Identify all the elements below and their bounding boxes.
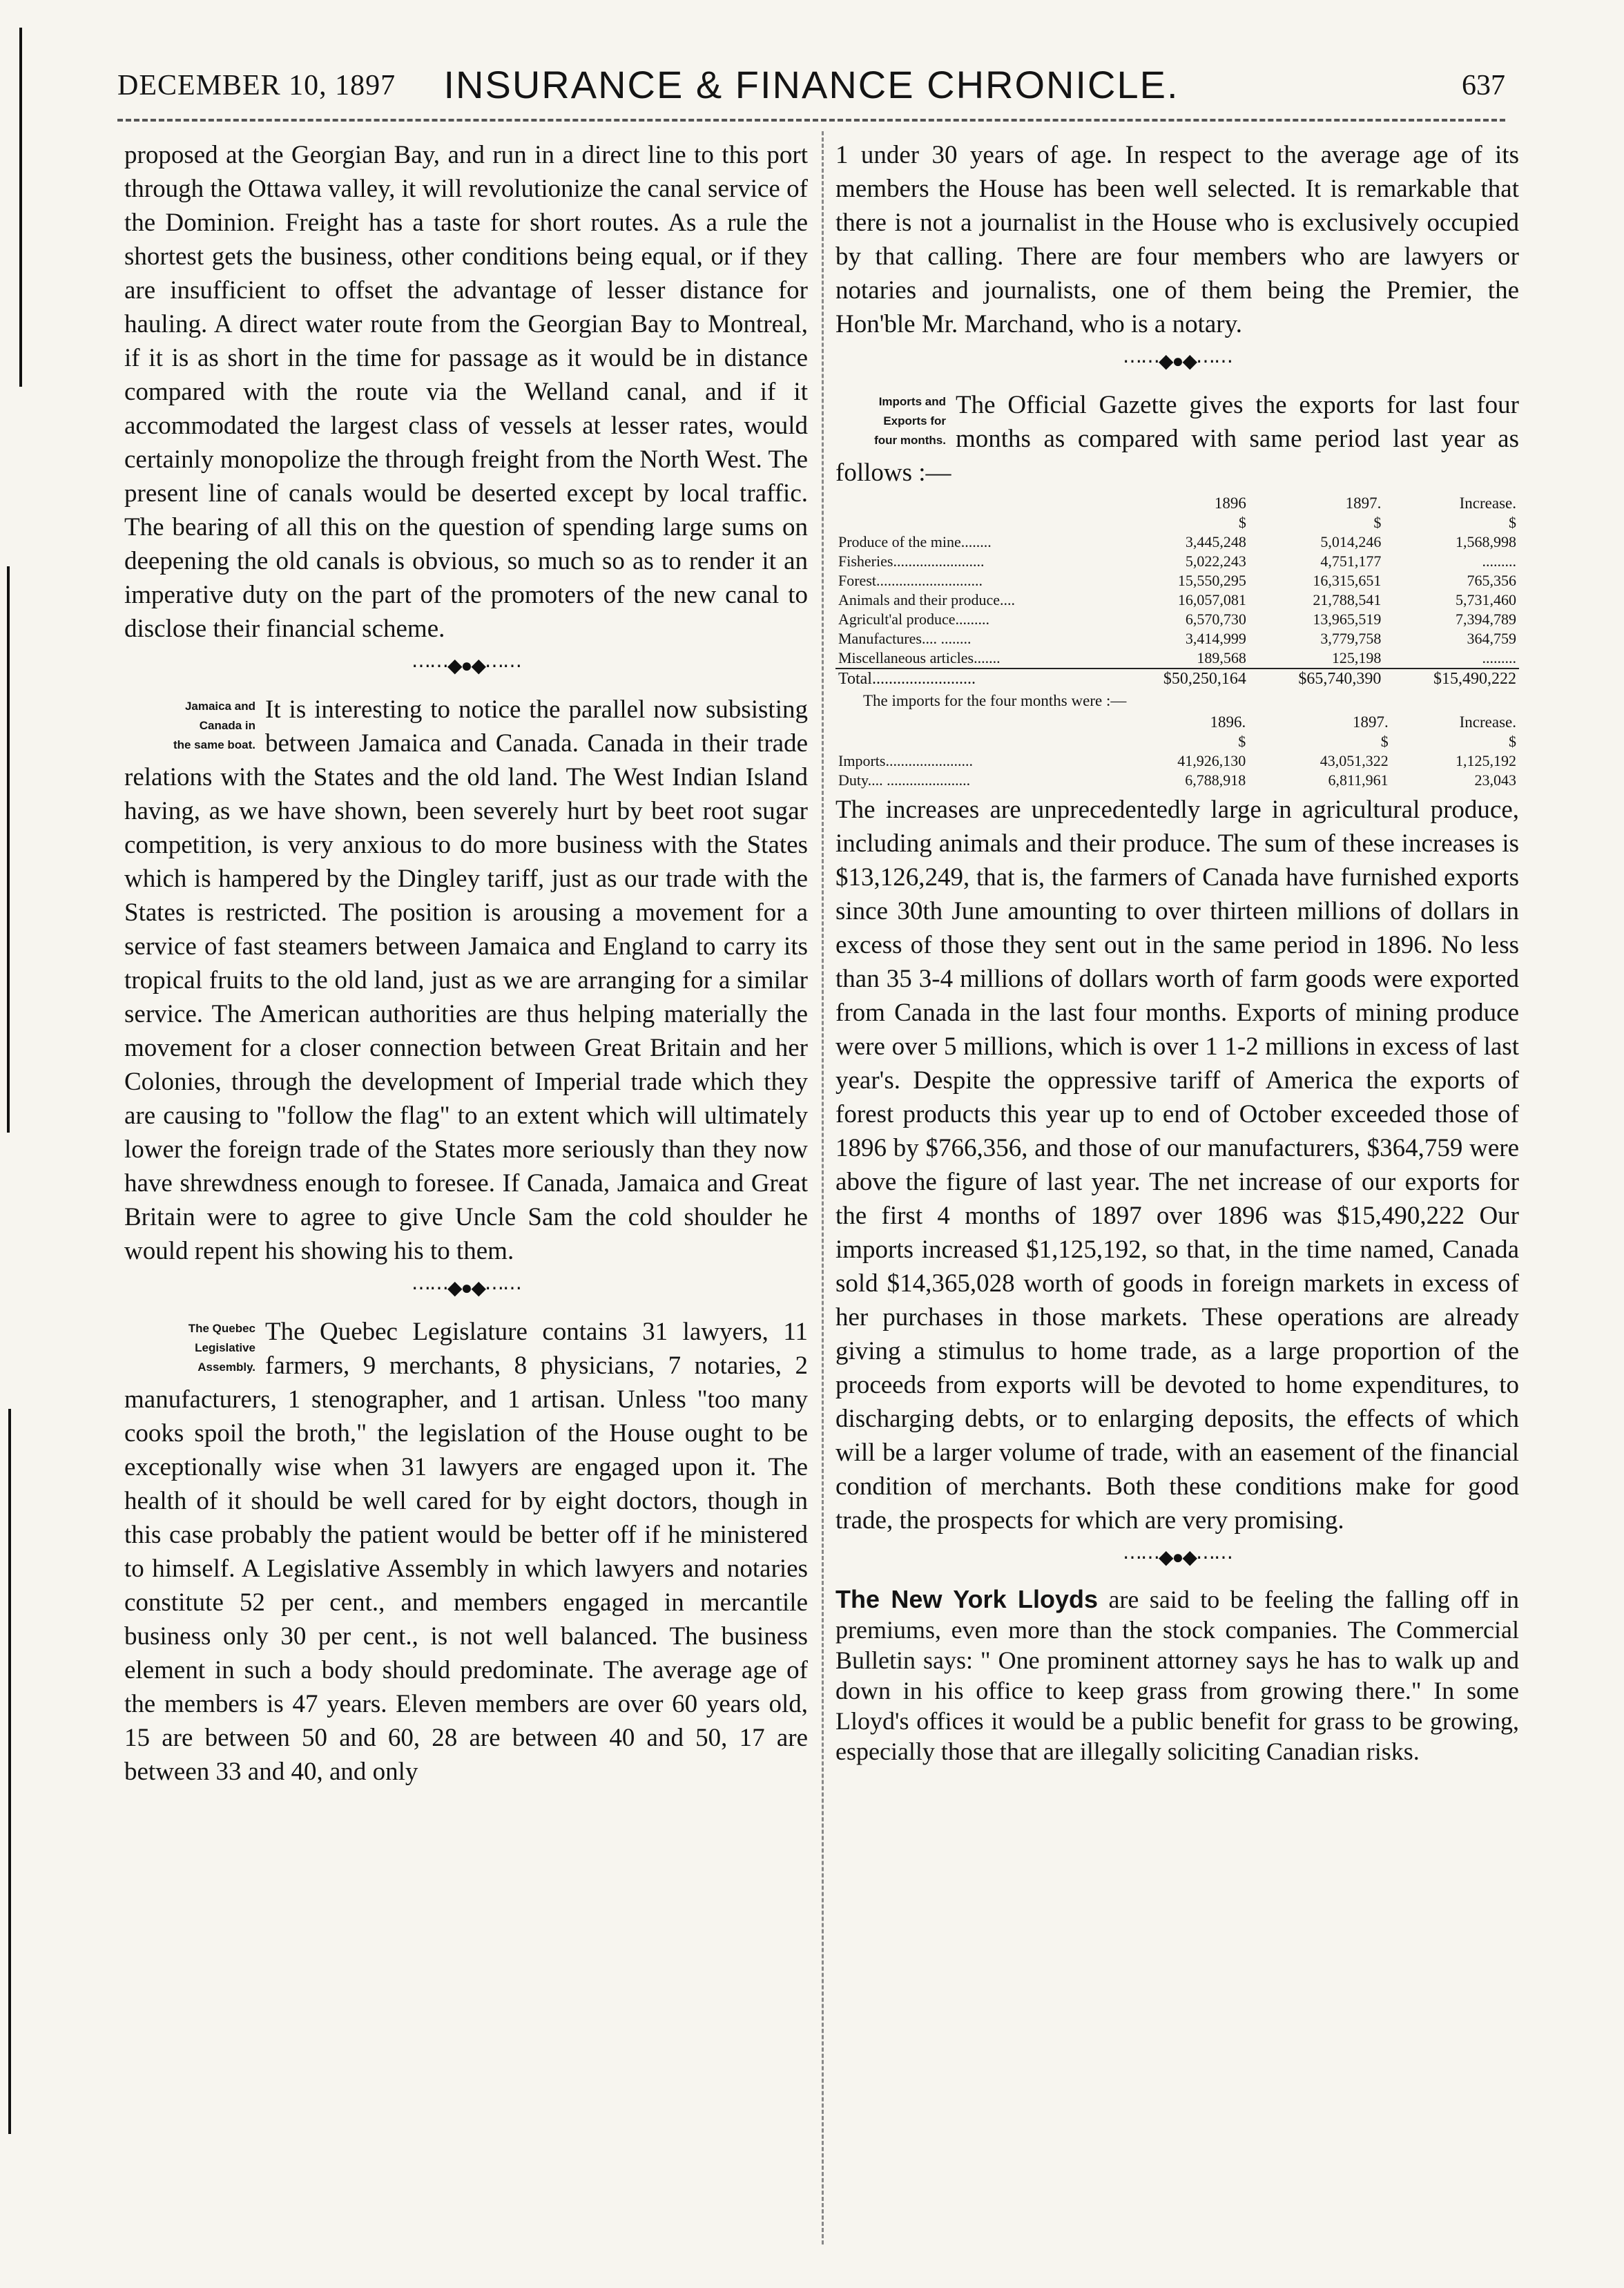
sidenote-line: Jamaica and: [184, 700, 255, 713]
table-header-cell: [835, 494, 1114, 513]
sidenote-imports: [835, 392, 946, 450]
ornament-divider: ⋯⋯◆●◆⋯⋯: [412, 1278, 521, 1299]
sidenote-line: Legislative: [195, 1341, 255, 1354]
table-cell: .........: [1482, 552, 1516, 570]
ny-lloyds-lead: The New York Lloyds: [835, 1585, 1099, 1613]
table-cell: 5,014,246: [1320, 533, 1382, 550]
table-cell: Duty.... ......................: [838, 771, 971, 789]
table-cell: 13,965,519: [1313, 611, 1382, 628]
canal-paragraph: proposed at the Georgian Bay, and run in a direct line to this port through the Ottawa valley, it will revolutionize the canal service of the Dominion. Freight has a taste for short routes. As a rule the shortest gets the business, other conditions being equal, or if they are insufficient to offset the advantage of lesser distance for hauling. A direct water route from the Georgian Bay to Montreal, if it is as short in the time for passage as it would be in distance compared with the route via the Welland canal, and if it accommodated the largest class of vessels at lesser rates, would certainly monopolize the through freight from the North West. The present line of canals would be deserted except by local traffic. The bearing of all this on the question of spending large sums on deepening the old canals is obvious, so much so as to render it an imperative duty on the part of the promoters of the new canal to disclose their financial scheme.: [124, 141, 808, 643]
table-cell: $50,250,164: [1114, 669, 1249, 689]
table-cell: 6,811,961: [1328, 771, 1389, 789]
table-cell: Fisheries........................: [838, 552, 985, 570]
left-column: [124, 138, 808, 1793]
sidenote-line: The Quebec: [188, 1322, 255, 1335]
table-cell: .........: [1384, 648, 1519, 669]
table-cell: 4,751,177: [1320, 552, 1382, 570]
table-header-cell: [835, 713, 1106, 732]
page-header: [117, 62, 1505, 117]
table-cell: Total.........................: [835, 669, 1114, 689]
table-cell: Forest............................: [838, 572, 983, 589]
table-cell: Manufactures.... ........: [838, 630, 972, 647]
table-cell: 765,356: [1467, 572, 1516, 589]
table-row: [835, 532, 1519, 552]
increases-paragraph: The increases are unprecedentedly large in agricultural produce, including animals and their produce. The sum of these increases is $13,126,249, that is, the farmers of Canada have furnished exports since 30th June amounting to over thirteen millions of dollars in excess of those they sent out in the same period in 1896. No less than 35 3-4 millions of dollars worth of farm goods were exported from Canada in the last four months. Exports of mining produce were over 5 millions, which is over 1 1-2 millions in excess of last year's. Despite the oppressive tariff of America the exports of forest products this year up to end of October exceeded those of 1896 by $766,356, and those of our manufacturers, $364,759 were above the figure of last year. The net increase of our exports for the first 4 months of 1897 over 1896 was $15,490,222 Our imports increased $1,125,192, so that, in the time named, Canada sold $14,365,028 worth of goods in foreign markets in excess of her purchases in those markets. These operations are already giving a stimulus to home trade, as a large proportion of the proceeds from exports will be devoted to home expenditures, to discharging debts, or to enlarging deposits, the effects of which will be a larger volume of trade, with an easement of the financial condition of merchants. Both these conditions make for good trade, the prospects for which are very promising.: [835, 796, 1519, 1535]
table-cell: 1,568,998: [1456, 533, 1516, 550]
table-cell: Miscellaneous articles.......: [838, 649, 1000, 666]
table-cell: 6,788,918: [1185, 771, 1246, 789]
imports-note: The imports for the four months were :—: [863, 692, 1127, 709]
table-cell: Animals and their produce....: [838, 591, 1015, 608]
sidenote-line: four months.: [874, 434, 946, 447]
table-cell: 23,043: [1474, 771, 1516, 789]
table-row: [835, 610, 1519, 629]
table-cell: 5,731,460: [1456, 591, 1516, 608]
table-header-cell: 1897.: [1352, 713, 1389, 731]
table-row: [835, 571, 1519, 590]
jamaica-paragraph: It is interesting to notice the parallel now subsisting between Jamaica and Canada. Canada in their trade relations with the States and the old land. The West Indian Island having, as we have shown, been severely hurt by beet root sugar competition, is very anxious to do more business with the States which is hampered by the Dingley tariff, just as our trade with the States is restricted. The position is arousing a movement for a service of fast steamers between Jamaica and England to carry its tropical fruits to the old land, just as we are arranging for a similar service. The American authorities are thus helping materially the movement for a closer connection between Great Britain and her Colonies, through the development of Imperial trade which they are causing to "follow the flag" to an extent which will ultimately lower the foreign trade of the States more seriously than they now have shrewdness enough to foresee. If Canada, Jamaica and Great Britain were to agree to give Uncle Sam the cold shoulder he would repent his showing his to them.: [124, 695, 808, 1265]
table-cell: 3,445,248: [1185, 533, 1246, 550]
sidenote-line: Canada in: [199, 719, 255, 732]
table-header-row: [835, 713, 1519, 732]
page-number: 637: [1462, 70, 1505, 102]
binding-edge-mark: [8, 1409, 11, 2134]
sidenote-line: Imports and: [878, 395, 946, 408]
table-cell: $: [1509, 733, 1516, 750]
table-header-cell: Increase.: [1459, 713, 1516, 731]
ny-lloyds-text: are said to be feeling the falling off in premiums, even more than the stock companies. The Commercial Bulletin says: " One prominent attorney says he has to walk up and down in his office to keep grass from growing there." In some Lloyd's offices it would be a public benefit for grass to be growing, especially those that are illegally soliciting Canadian risks.: [835, 1586, 1519, 1765]
table-cell: 21,788,541: [1313, 591, 1382, 608]
column-separator: [822, 131, 824, 2244]
ny-lloyds-section: [835, 1584, 1519, 1767]
table-row: [835, 771, 1519, 790]
table-row: [835, 552, 1519, 571]
table-total-row: [835, 669, 1519, 689]
table-cell: $: [1509, 514, 1516, 531]
table-unit-row: [835, 732, 1519, 751]
table-row: [835, 590, 1519, 610]
table-cell: 5,022,243: [1185, 552, 1246, 570]
sidenote-quebec: [124, 1319, 255, 1377]
table-cell: $: [1238, 514, 1246, 531]
table-cell: 1,125,192: [1456, 752, 1516, 769]
table-header-cell: 1896.: [1210, 713, 1246, 731]
table-cell: 7,394,789: [1456, 611, 1516, 628]
ornament-divider: ⋯⋯◆●◆⋯⋯: [412, 655, 521, 677]
table-cell: 43,051,322: [1320, 752, 1389, 769]
table-cell: $: [1373, 514, 1382, 531]
table-cell: 6,570,730: [1185, 611, 1246, 628]
gazette-paragraph: The Official Gazette gives the exports for last four months as compared with same period last year as follows :—: [835, 391, 1519, 487]
ny-lloyds-paragraph: [835, 1584, 1519, 1767]
right-column: [835, 138, 1519, 1771]
table-cell: 41,926,130: [1177, 752, 1246, 769]
table-cell: $: [1380, 733, 1389, 750]
table-cell: 16,315,651: [1313, 572, 1382, 589]
table-cell: $: [1238, 733, 1246, 750]
table-cell: 364,759: [1467, 630, 1516, 647]
table-cell: 189,568: [1114, 648, 1249, 669]
header-rule: [117, 119, 1505, 122]
imports-table: [835, 713, 1519, 790]
quebec-paragraph: The Quebec Legislature contains 31 lawyers, 11 farmers, 9 merchants, 8 physicians, 7 notaries, 2 manufacturers, 1 stenographer, and 1 artisan. Unless "too many cooks spoil the broth," the legislation of the House ought to be exceptionally wise when 31 lawyers are engaged upon it. The health of it should be well cared for by eight doctors, though in this case probably the patient would be better off if he ministered to himself. A Legislative Assembly in which lawyers and notaries constitute 52 per cent., and members engaged in mercantile business only 30 per cent., is not well balanced. The business element in such a body should predominate. The average age of the members is 47 years. Eleven members are over 60 years old, 15 are between 50 and 60, 28 are between 40 and 50, 17 are between 33 and 40, and only: [124, 1318, 808, 1786]
table-header-cell: Increase.: [1459, 494, 1516, 512]
table-cell: 16,057,081: [1177, 591, 1246, 608]
table-cell: 3,779,758: [1320, 630, 1382, 647]
table-cell: $65,740,390: [1249, 669, 1384, 689]
table-cell: Agricult'al produce.........: [838, 611, 990, 628]
sidenote-line: Assembly.: [197, 1361, 255, 1374]
exports-table: [835, 494, 1519, 689]
ornament-divider: ⋯⋯◆●◆⋯⋯: [1123, 1547, 1232, 1568]
table-header-row: [835, 494, 1519, 513]
table-cell: 125,198: [1249, 648, 1384, 669]
table-row: [835, 648, 1519, 669]
table-cell: 15,550,295: [1177, 572, 1246, 589]
ornament-divider: ⋯⋯◆●◆⋯⋯: [1123, 351, 1232, 372]
sidenote-line: Exports for: [883, 414, 946, 427]
house-age-paragraph: 1 under 30 years of age. In respect to the average age of its members the House has been well selected. It is remarkable that there is not a journalist in the House who is exclusively occupied by that calling. There are four members who are lawyers or notaries and journalists, one of them being the Premier, the Hon'ble Mr. Marchand, who is a notary.: [835, 141, 1519, 338]
table-cell: $15,490,222: [1384, 669, 1519, 689]
binding-edge-mark: [7, 566, 10, 1133]
table-cell: 3,414,999: [1185, 630, 1246, 647]
table-row: [835, 751, 1519, 771]
table-cell: Produce of the mine........: [838, 533, 992, 550]
table-header-cell: 1897.: [1345, 494, 1382, 512]
table-cell: [835, 513, 1114, 532]
table-cell: [835, 732, 1106, 751]
table-unit-row: [835, 513, 1519, 532]
table-row: [835, 629, 1519, 648]
table-header-cell: 1896: [1214, 494, 1246, 512]
sidenote-jamaica: [124, 697, 255, 755]
sidenote-line: the same boat.: [173, 738, 255, 751]
table-cell: Imports.......................: [838, 752, 973, 769]
header-date: DECEMBER 10, 1897: [117, 70, 396, 102]
header-title: INSURANCE & FINANCE CHRONICLE.: [443, 63, 1179, 106]
binding-edge-mark: [19, 28, 22, 387]
